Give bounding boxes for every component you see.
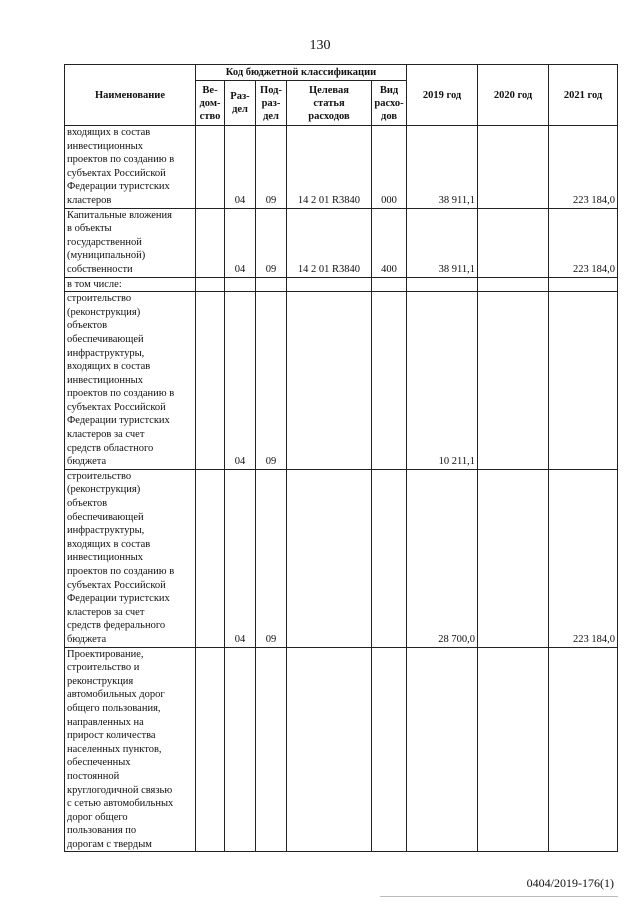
table-row [65, 647, 618, 852]
row-celevaya [287, 277, 372, 292]
header-2019: 2019 год [407, 65, 478, 126]
row-podrazdel [256, 647, 287, 852]
row-vid [372, 277, 407, 292]
header-row-top [65, 65, 618, 81]
row-ved [196, 292, 225, 470]
row-celevaya: 14 2 01 R3840 [287, 208, 372, 277]
row-ved [196, 126, 225, 209]
row-razdel [225, 277, 256, 292]
row-podrazdel: 09 [256, 469, 287, 647]
row-vid: 400 [372, 208, 407, 277]
header-2020: 2020 год [478, 65, 549, 126]
row-celevaya [287, 647, 372, 852]
row-2021 [549, 277, 618, 292]
row-podrazdel: 09 [256, 208, 287, 277]
row-name: Капитальные вложения в объекты государственной (муниципальной) собственности [65, 208, 196, 277]
row-2021: 223 184,0 [549, 126, 618, 209]
row-razdel: 04 [225, 126, 256, 209]
row-2021 [549, 292, 618, 470]
row-2019 [407, 277, 478, 292]
row-2020 [478, 208, 549, 277]
row-name: строительство (реконструкция) объектов обеспечивающей инфраструктуры, входящих в состав инвестиционных проектов по созданию в субъектах Российской Федерации туристских кластеров за счет средств областного бюджета [65, 292, 196, 470]
row-2019: 38 911,1 [407, 208, 478, 277]
row-ved [196, 208, 225, 277]
row-razdel: 04 [225, 208, 256, 277]
row-razdel: 04 [225, 292, 256, 470]
table-row [65, 292, 618, 470]
header-vid-raskhodov: Вид расхо- дов [372, 81, 407, 126]
row-2021: 223 184,0 [549, 469, 618, 647]
row-2021 [549, 647, 618, 852]
row-2020 [478, 647, 549, 852]
row-name: Проектирование, строительство и реконструкция автомобильных дорог общего пользования, направленных на прирост количества населенных пунктов, обеспеченных постоянной круглогодичной связью с сетью автомобильных дорог общего пользования по дорогам с твердым [65, 647, 196, 852]
row-2019: 38 911,1 [407, 126, 478, 209]
row-2019 [407, 647, 478, 852]
header-classification-group: Код бюджетной классификации [196, 65, 407, 81]
row-podrazdel [256, 277, 287, 292]
row-ved [196, 469, 225, 647]
row-name: в том числе: [65, 277, 196, 292]
row-ved [196, 647, 225, 852]
row-vid [372, 647, 407, 852]
header-vedomstvo: Ве- дом- ство [196, 81, 225, 126]
row-2020 [478, 277, 549, 292]
header-name: Наименование [65, 65, 196, 126]
row-celevaya [287, 469, 372, 647]
budget-table [64, 64, 618, 852]
scan-edge-line [380, 896, 618, 897]
row-vid: 000 [372, 126, 407, 209]
table-row [65, 469, 618, 647]
row-2021: 223 184,0 [549, 208, 618, 277]
row-celevaya: 14 2 01 R3840 [287, 126, 372, 209]
header-razdel: Раз- дел [225, 81, 256, 126]
page-number: 130 [309, 38, 331, 53]
row-razdel: 04 [225, 469, 256, 647]
table-row [65, 208, 618, 277]
header-podrazdel: Под- раз- дел [256, 81, 287, 126]
row-2020 [478, 126, 549, 209]
row-2020 [478, 469, 549, 647]
header-celevaya-statya: Целевая статья расходов [287, 81, 372, 126]
row-vid [372, 469, 407, 647]
row-ved [196, 277, 225, 292]
row-podrazdel: 09 [256, 292, 287, 470]
row-2020 [478, 292, 549, 470]
row-name: входящих в состав инвестиционных проектов по созданию в субъектах Российской Федерации туристских кластеров [65, 126, 196, 209]
table-row [65, 126, 618, 209]
row-podrazdel: 09 [256, 126, 287, 209]
row-razdel [225, 647, 256, 852]
row-2019: 10 211,1 [407, 292, 478, 470]
row-celevaya [287, 292, 372, 470]
row-2019: 28 700,0 [407, 469, 478, 647]
row-vid [372, 292, 407, 470]
table-row [65, 277, 618, 292]
document-code: 0404/2019-176(1) [526, 876, 614, 890]
row-name: строительство (реконструкция) объектов обеспечивающей инфраструктуры, входящих в состав инвестиционных проектов по созданию в субъектах Российской Федерации туристских кластеров за счет средств федерального бюджета [65, 469, 196, 647]
header-2021: 2021 год [549, 65, 618, 126]
